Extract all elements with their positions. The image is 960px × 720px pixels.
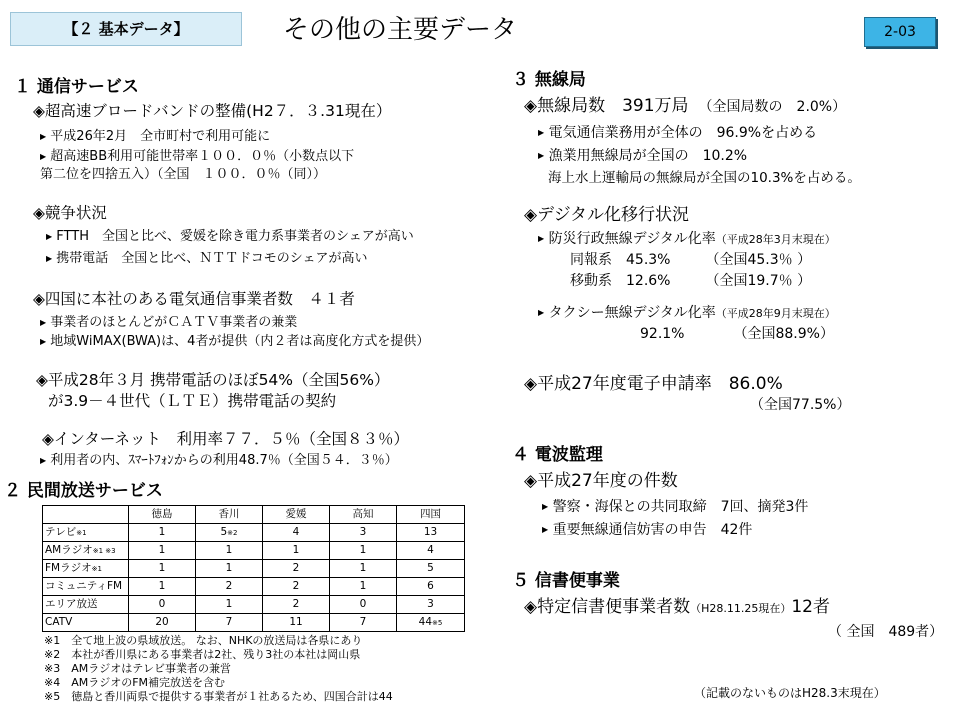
monitoring-heading: ◈平成27年度の件数 — [524, 471, 678, 491]
broadband-bullet-1: ▶ 平成26年2月 全市町村で利用可能に — [40, 129, 271, 144]
table-row-label: テレビ※1 — [43, 524, 129, 542]
bullet-icon: ▶ — [40, 456, 47, 465]
table-note: ※2 本社が香川県にある事業者は2社、残り3社の本社は岡山県 — [44, 648, 361, 661]
table-cell-mark: ※5 — [432, 618, 443, 627]
bullet-icon: ▶ — [542, 525, 549, 534]
competition-heading: ◈競争状況 — [33, 204, 107, 222]
table-cell: 3 — [330, 524, 397, 542]
table-notes — [44, 634, 393, 704]
table-cell: 1 — [196, 560, 263, 578]
letters-national: （ 全国 489者） — [828, 624, 944, 640]
digital-row-doho: 同報系 45.3% （全国45.3％ ） — [570, 252, 812, 268]
table-cell: 20 — [129, 614, 196, 632]
mobile-line-2: が3.9－４世代（ＬＴＥ）携帯電話の契約 — [48, 392, 337, 410]
stations-heading: ◈無線局数 391万局 （全国局数の 2.0%） — [524, 96, 847, 116]
table-row — [43, 542, 465, 560]
digital-bullet-1: ▶ 防災行政無線デジタル化率（平成28年3月末現在） — [538, 231, 836, 247]
table-header-cell: 香川 — [196, 506, 263, 524]
table-cell: 4 — [397, 542, 465, 560]
page-number-badge: 2-03 — [864, 17, 936, 47]
digital-row-taxi: 92.1% （全国88.9%） — [640, 326, 834, 342]
table-row-label: CATV — [43, 614, 129, 632]
table-row-label: コミュニティFM — [43, 578, 129, 596]
table-cell: 5※2 — [196, 524, 263, 542]
table-cell: 7 — [196, 614, 263, 632]
bullet-icon: ▶ — [40, 337, 47, 346]
table-cell: 1 — [196, 596, 263, 614]
table-cell: 0 — [129, 596, 196, 614]
table-note: ※5 徳島と香川両県で提供する事業者が１社あるため、四国合計は44 — [44, 690, 393, 703]
table-cell: 2 — [196, 578, 263, 596]
e-application-national: （全国77.5%） — [750, 397, 851, 413]
table-row — [43, 596, 465, 614]
table-row-label: AMラジオ※1 ※3 — [43, 542, 129, 560]
internet-heading: ◈インターネット 利用率７７．５％（全国８３％） — [42, 430, 410, 448]
bullet-icon: ▶ — [46, 232, 53, 241]
table-header-cell: 徳島 — [129, 506, 196, 524]
stations-bullet-2-cont: 海上水上運輸局の無線局が全国の10.3%を占める。 — [548, 170, 861, 186]
bullet-icon: ▶ — [538, 308, 545, 317]
section-5-title: ５ 信書便事業 — [512, 571, 620, 591]
table-row-label: エリア放送 — [43, 596, 129, 614]
bullet-icon: ▶ — [40, 318, 47, 327]
competition-bullet-1: ▶ FTTH 全国と比べ、愛媛を除き電力系事業者のシェアが高い — [46, 229, 414, 244]
table-cell: 2 — [263, 596, 330, 614]
table-row-mark: ※1 — [91, 564, 102, 573]
table-header-cell: 愛媛 — [263, 506, 330, 524]
section-4-title: ４ 電波監理 — [512, 445, 603, 465]
table-header-row — [43, 506, 465, 524]
table-row — [43, 614, 465, 632]
table-cell: 11 — [263, 614, 330, 632]
table-cell: 1 — [330, 578, 397, 596]
table-row — [43, 524, 465, 542]
table-cell: 7 — [330, 614, 397, 632]
table-cell: 3 — [397, 596, 465, 614]
table-row-label: FMラジオ※1 — [43, 560, 129, 578]
table-note: ※3 AMラジオはテレビ事業者の兼営 — [44, 662, 232, 675]
competition-bullet-2: ▶ 携帯電話 全国と比べ、ＮＴＴドコモのシェアが高い — [46, 251, 368, 266]
monitoring-bullet-2: ▶ 重要無線通信妨害の申告 42件 — [542, 522, 753, 538]
broadcast-table — [42, 505, 465, 632]
letters-heading: ◈特定信書便事業者数（H28.11.25現在）12者 — [524, 597, 830, 617]
telecom-bullet-1: ▶ 事業者のほとんどがＣＡＴＶ事業者の兼業 — [40, 315, 298, 330]
bullet-icon: ▶ — [46, 254, 53, 263]
page-title: その他の主要データ — [283, 15, 518, 45]
table-cell: 2 — [263, 560, 330, 578]
section-tag: 【２ 基本データ】 — [10, 12, 242, 46]
mobile-line-1: ◈平成28年３月 携帯電話のほぼ54%（全国56%） — [36, 371, 390, 389]
table-cell: 1 — [129, 560, 196, 578]
table-row — [43, 578, 465, 596]
table-cell: 1 — [129, 524, 196, 542]
table-cell: 1 — [330, 560, 397, 578]
table-note: ※1 全て地上波の県域放送。 なお、NHKの放送局は各県にあり — [44, 634, 363, 647]
table-cell: 44※5 — [397, 614, 465, 632]
table-cell: 13 — [397, 524, 465, 542]
table-cell: 1 — [129, 578, 196, 596]
table-cell-mark: ※2 — [227, 528, 238, 537]
digital-row-ido: 移動系 12.6% （全国19.7％ ） — [570, 273, 812, 289]
monitoring-bullet-1: ▶ 警察・海保との共同取締 7回、摘発3件 — [542, 499, 809, 515]
table-header-cell: 四国 — [397, 506, 465, 524]
internet-bullet-1: ▶ 利用者の内、ｽﾏｰﾄﾌｫﾝからの利用48.7％（全国５４．３％） — [40, 453, 398, 468]
table-cell: 2 — [263, 578, 330, 596]
bullet-icon: ▶ — [538, 234, 545, 243]
bullet-icon: ▶ — [40, 132, 47, 141]
footnote: （記載のないものはH28.3末現在） — [694, 686, 886, 700]
table-cell: 1 — [263, 542, 330, 560]
table-cell: 4 — [263, 524, 330, 542]
table-row — [43, 560, 465, 578]
stations-bullet-2: ▶ 漁業用無線局が全国の 10.2% — [538, 148, 748, 164]
e-application-heading: ◈平成27年度電子申請率 86.0% — [524, 374, 783, 394]
table-cell: 6 — [397, 578, 465, 596]
telecom-bullet-2: ▶ 地域WiMAX(BWA)は、4者が提供（内２者は高度化方式を提供） — [40, 334, 430, 349]
bullet-icon: ▶ — [542, 502, 549, 511]
broadband-heading: ◈超高速ブロードバンドの整備(H2７．３.31現在） — [33, 102, 392, 120]
section-1-title: １ 通信サービス — [14, 77, 139, 97]
bullet-icon: ▶ — [538, 128, 545, 137]
stations-bullet-1: ▶ 電気通信業務用が全体の 96.9%を占める — [538, 125, 818, 141]
bullet-icon: ▶ — [538, 151, 545, 160]
table-cell: 1 — [330, 542, 397, 560]
bullet-icon: ▶ — [40, 152, 47, 161]
section-2-title: ２ 民間放送サービス — [4, 481, 163, 501]
section-3-title: ３ 無線局 — [512, 70, 586, 90]
table-row-mark: ※1 ※3 — [92, 546, 116, 555]
table-row-mark: ※1 — [76, 528, 87, 537]
table-header-cell: 高知 — [330, 506, 397, 524]
broadband-bullet-2: ▶ 超高速BB利用可能世帯率１００．０％（小数点以下 — [40, 149, 355, 164]
table-header-blank — [43, 506, 129, 524]
table-cell: 5 — [397, 560, 465, 578]
table-cell: 0 — [330, 596, 397, 614]
table-note: ※4 AMラジオのFM補完放送を含む — [44, 676, 226, 689]
telecom-count-heading: ◈四国に本社のある電気通信事業者数 ４１者 — [33, 290, 355, 308]
table-cell: 1 — [196, 542, 263, 560]
digital-heading: ◈デジタル化移行状況 — [524, 205, 690, 225]
digital-bullet-2: ▶ タクシー無線デジタル化率（平成28年9月末現在） — [538, 305, 836, 321]
table-cell: 1 — [129, 542, 196, 560]
broadband-bullet-2-cont: 第二位を四捨五入）（全国 １００．０％（同）） — [40, 167, 327, 182]
